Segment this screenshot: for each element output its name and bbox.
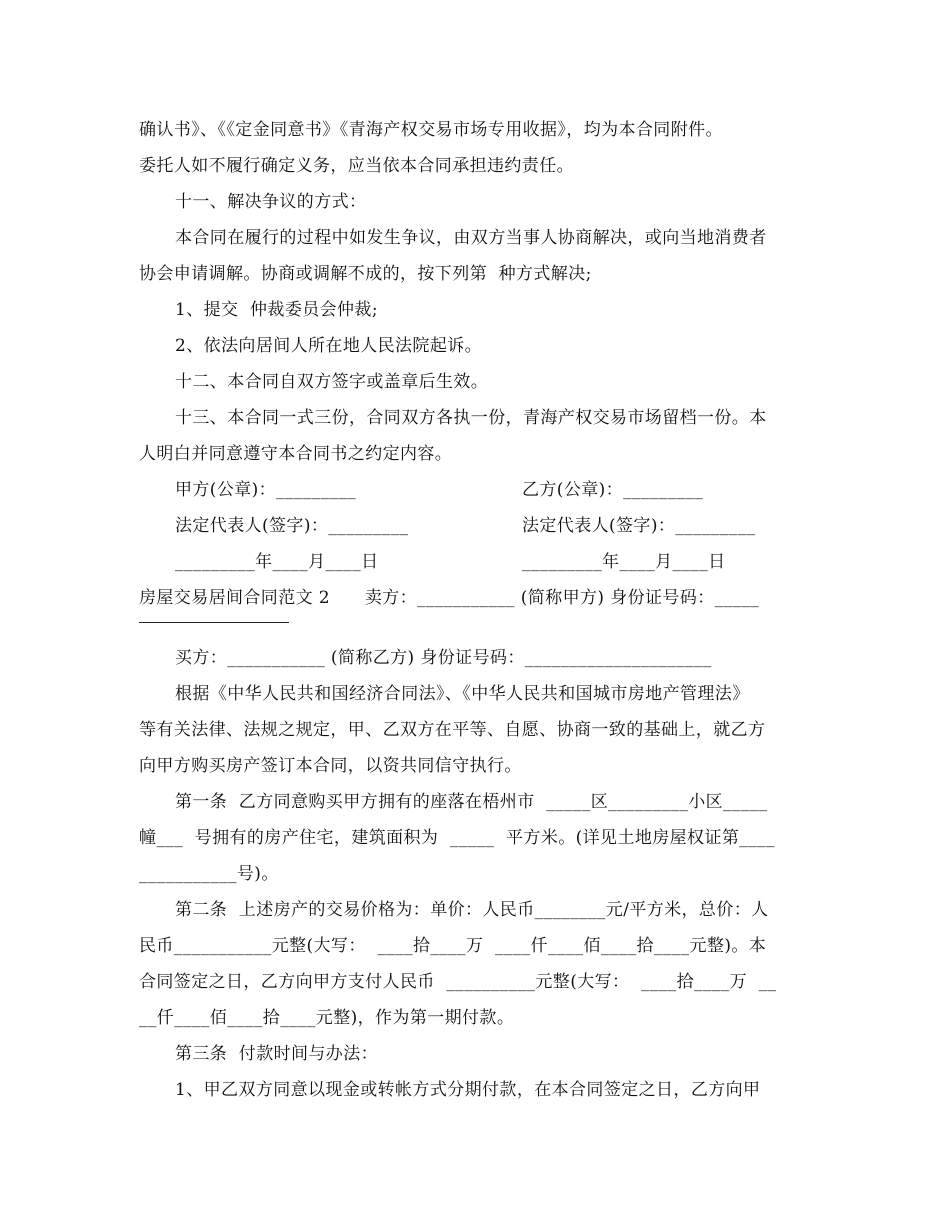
clause-line: __仟____佰____拾____元整)，作为第一期付款。: [139, 1008, 515, 1028]
clause-line: 1、甲乙双方同意以现金或转帐方式分期付款，在本合同签定之日，乙方向甲: [175, 1080, 761, 1100]
party-a-date: _________年____月____日: [175, 552, 379, 572]
paragraph-line: 确认书》、《《定金同意书》《青海产权交易市场专用收据》，均为本合同附件。: [139, 120, 723, 140]
paragraph-line: 买方：___________ (简称乙方) 身份证号码：_____________________: [175, 648, 712, 668]
section-heading: 十二、本合同自双方签字或盖章后生效。: [175, 372, 489, 392]
section-heading: 十一、解决争议的方式：: [175, 192, 367, 212]
list-item: 2、依法向居间人所在地人民法院起诉。: [175, 336, 483, 356]
list-item: 1、提交 仲裁委员会仲裁;: [175, 300, 378, 320]
paragraph-line: 十三、本合同一式三份，合同双方各执一份，青海产权交易市场留档一份。本: [175, 408, 767, 428]
party-b-seal: 乙方(公章)：_________: [522, 480, 704, 500]
paragraph-line: 等有关法律、法规之规定，甲、乙双方在平等、自愿、协商一致的基础上，就乙方: [139, 720, 766, 740]
paragraph-line: 向甲方购买房产签订本合同，以资共同信守执行。: [139, 756, 522, 776]
party-b-representative: 法定代表人(签字)：_________: [522, 516, 756, 536]
section-heading: 第三条 付款时间与办法：: [175, 1044, 379, 1064]
paragraph-line: 协会申请调解。协商或调解不成的，按下列第 种方式解决;: [139, 264, 592, 284]
paragraph-line: 本合同在履行的过程中如发生争议，由双方当事人协商解决，或向当地消费者: [175, 228, 767, 248]
paragraph-line: 委托人如不履行确定义务，应当依本合同承担违约责任。: [139, 156, 574, 176]
paragraph-line: 人明白并同意遵守本合同书之约定内容。: [139, 444, 453, 464]
paragraph-line: 根据《中华人民共和国经济合同法》、《中华人民共和国城市房地产管理法》: [175, 684, 750, 704]
party-b-date: _________年____月____日: [522, 552, 726, 572]
party-a-seal: 甲方(公章)：_________: [175, 480, 357, 500]
clause-line: 第二条 上述房产的交易价格为：单价：人民币________元/平方米，总价：人: [175, 900, 769, 920]
clause-line: 第一条 乙方同意购买甲方拥有的座落在梧州市 _____区_________小区_____: [175, 792, 768, 812]
blank-underline: [139, 622, 289, 623]
clause-line: 民币___________元整(大写： ____拾____万 ____仟____佰____拾____元整)。本: [139, 936, 767, 956]
party-a-representative: 法定代表人(签字)：_________: [175, 516, 409, 536]
clause-line: 幢___ 号拥有的房产住宅，建筑面积为 _____ 平方米。(详见土地房屋权证第____: [139, 828, 775, 848]
clause-line: 合同签定之日，乙方向甲方支付人民币 __________元整(大写： ____拾____万 __: [139, 972, 777, 992]
contract-title-line: 房屋交易居间合同范文 2 卖方：___________ (简称甲方) 身份证号码：_____: [139, 588, 760, 608]
clause-line: ___________号)。: [139, 864, 279, 884]
